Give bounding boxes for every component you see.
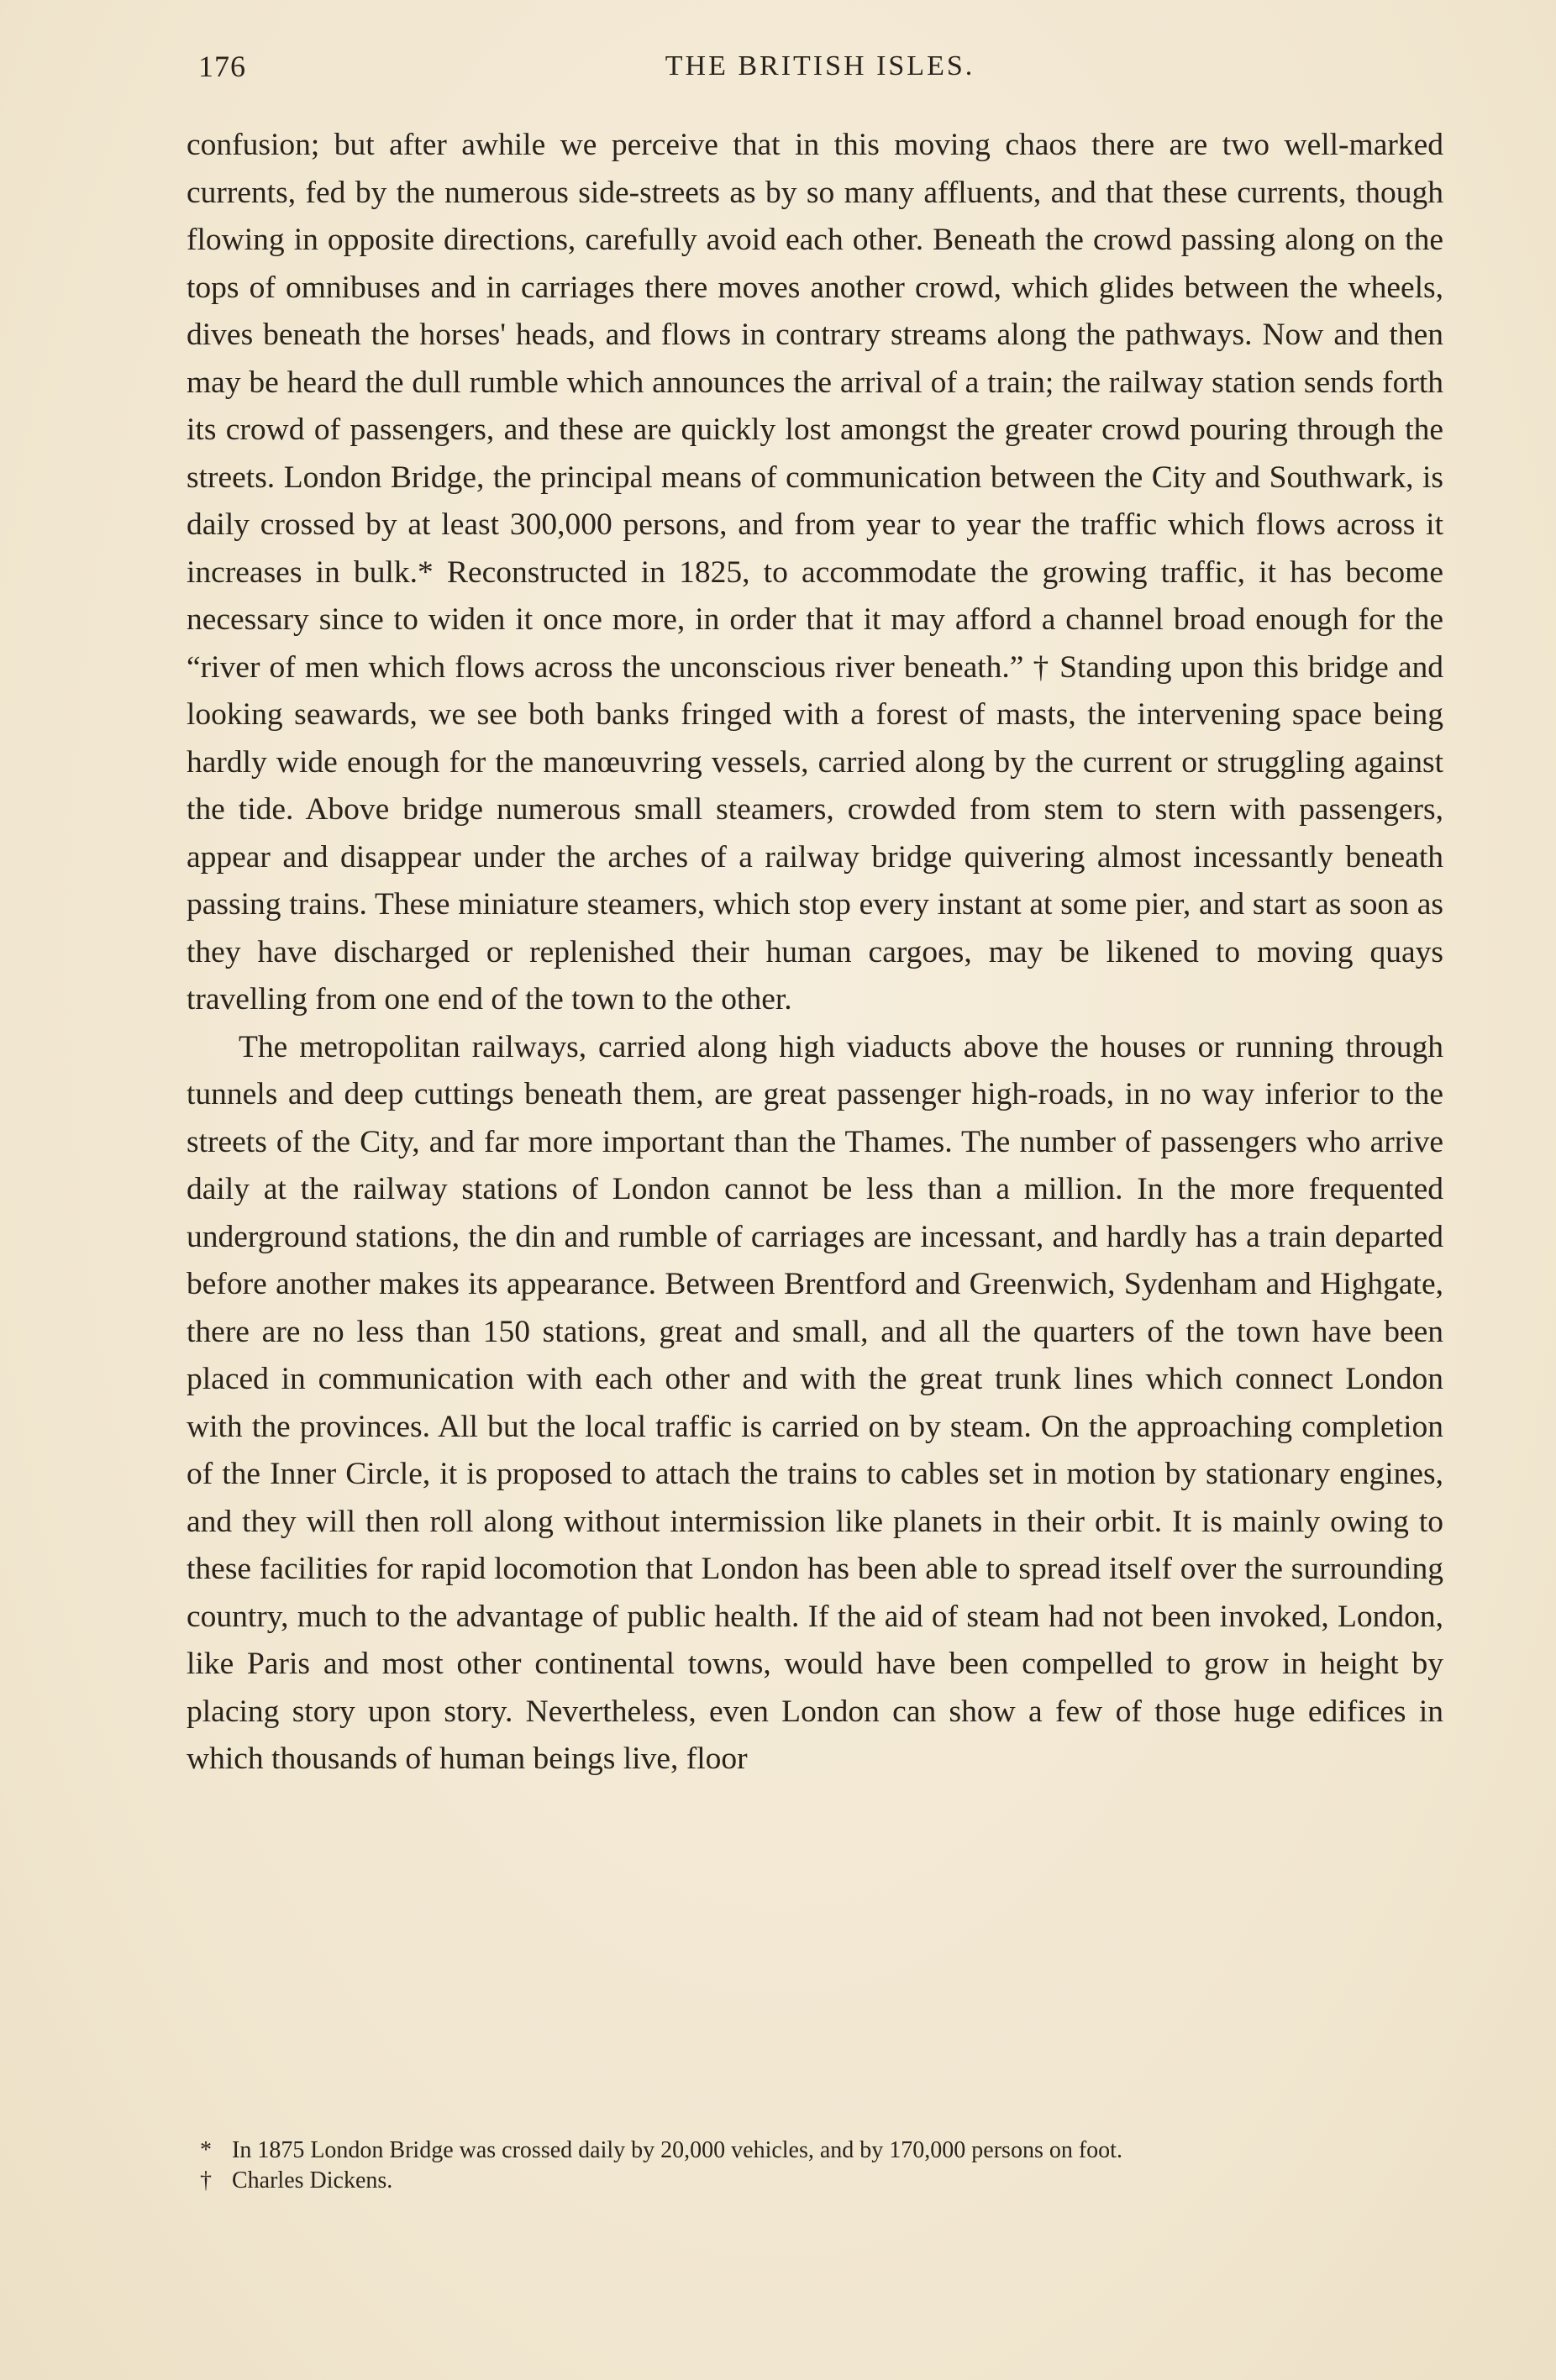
paragraph: confusion; but after awhile we perceive that in this moving chaos there are two well-marked currents, fed by the numerous side-streets as by so many affluents, and that these currents, though flowing in opposite directions, carefully avoid each other. Beneath the crowd passing along on the tops of omnibuses and in carriages there moves another crowd, which glides between the wheels, dives beneath the horses' heads, and flows in contrary streams along the pathways. Now and then may be heard the dull rumble which announces the arrival of a train; the railway station sends forth its crowd of passengers, and these are quickly lost amongst the greater crowd pouring through the streets. London Bridge, the principal means of communication between the City and Southwark, is daily crossed by at least 300,000 persons, and from year to year the traffic which flows across it increases in bulk.* Reconstructed in 1825, to accommodate the growing traffic, it has become necessary since to widen it once more, in order that it may afford a channel broad enough for the “river of men which flows across the unconscious river beneath.” † Standing upon this bridge and looking seawards, we see both banks fringed with a forest of masts, the intervening space being hardly wide enough for the manœuvring vessels, carried along by the current or struggling against the tide. Above bridge numerous small steamers, crowded from stem to stern with passengers, appear and disappear under the arches of a railway bridge quivering almost incessantly beneath passing trains. These miniature steamers, which stop every instant at some pier, and start as soon as they have discharged or replenished their human cargoes, may be likened to moving quays travelling from one end of the town to the other. xyxy=(187,128,1443,1017)
footnotes xyxy=(200,2136,1435,2196)
page-number: 176 xyxy=(198,50,246,83)
footnote-text: Charles Dickens. xyxy=(232,2167,393,2193)
footnote-mark: * xyxy=(200,2137,212,2163)
running-title: THE BRITISH ISLES. xyxy=(665,50,975,81)
footnote xyxy=(200,2136,1435,2166)
paragraph: The metropolitan railways, carried along high viaducts above the houses or running through tunnels and deep cuttings beneath them, are great passenger high-roads, in no way inferior to the streets of the City, and far more important than the Thames. The number of passengers who arrive daily at the railway stations of London cannot be less than a million. In the more frequented underground stations, the din and rumble of carriages are incessant, and hardly has a train departed before another makes its appearance. Between Brentford and Greenwich, Sydenham and Highgate, there are no less than 150 stations, great and small, and all the quarters of the town have been placed in communication with each other and with the great trunk lines which connect London with the provinces. All but the local traffic is carried on by steam. On the approaching completion of the Inner Circle, it is proposed to attach the trains to cables set in motion by stationary engines, and they will then roll along without intermission like planets in their orbit. It is mainly owing to these facilities for rapid locomotion that London has been able to spread itself over the surrounding country, much to the advantage of public health. If the aid of steam had not been invoked, London, like Paris and most other continental towns, would have been compelled to grow in height by placing story upon story. Nevertheless, even London can show a few of those huge edifices in which thousands of human beings live, floor xyxy=(187,1029,1443,1776)
footnote-text: In 1875 London Bridge was crossed daily by 20,000 vehicles, and by 170,000 persons on foot. xyxy=(232,2137,1122,2163)
body-text xyxy=(187,122,1443,1784)
footnote-mark: † xyxy=(200,2167,212,2193)
footnote xyxy=(200,2166,1435,2196)
page-header xyxy=(198,49,1442,99)
